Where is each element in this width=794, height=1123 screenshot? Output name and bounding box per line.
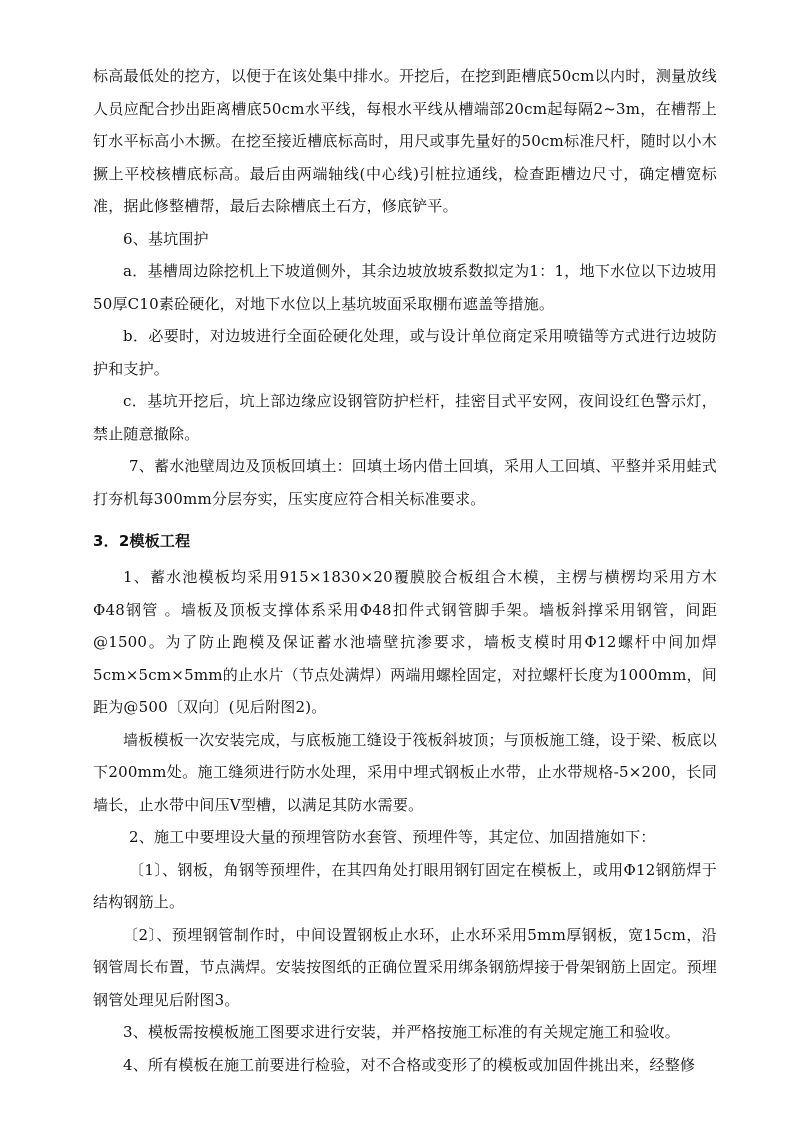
paragraph-excavation: 标高最低处的挖方，以便于在该处集中排水。开挖后，在挖到距槽底50cm以内时，测量放线人员应配合抄出距离槽底50cm水平线，每根水平线从槽端部20cm起每隔2~3m，在槽帮上钉水平标高小木撅。在挖至接近槽底标高时，用尺或事先量好的50cm标准尺杆，随时以小木撅上平校核槽底标高。最后由两端轴线(中心线)引桩拉通线，检查距槽边尺寸，确定槽宽标准，据此修整槽帮，最后去除槽底土石方，修底铲平。: [93, 67, 717, 215]
paragraph-slope-a: a．基槽周边除挖机上下坡道侧外，其余边坡放坡系数拟定为1：1，地下水位以下边坡用50厚C10素砼硬化，对地下水位以上基坑坡面采取棚布遮盖等措施。: [93, 262, 717, 313]
paragraph-backfill: 7、蓄水池壁周边及顶板回填土：回填土场内借土回填，采用人工回填、平整并采用蛙式打夯机每300mm分层夯实，压实度应符合相关标准要求。: [93, 457, 717, 508]
paragraph-formwork-3: 3、模板需按模板施工图要求进行安装，并严格按施工标准的有关规定施工和验收。: [123, 1023, 680, 1041]
paragraph-formwork-4: 4、所有模板在施工前要进行检验，对不合格或变形了的模板或加固件挑出来，经整修: [123, 1055, 696, 1074]
paragraph-formwork-1: 1、蓄水池模板均采用915×1830×20覆膜胶合板组合木模，主楞与横楞均采用方木Φ48钢管 。墙板及顶板支撑体系采用Φ48扣件式钢管脚手架。墙板斜撑采用钢管，间距@1500。为了防止跑模及保证蓄水池墙壁抗渗要求，墙板支模时用Φ12螺杆中间加焊5cm×5cm×5mm的止水片（节点处满焊）两端用螺栓固定，对拉螺杆长度为1000mm，间距为@500〔双向〕(见后附图2)。: [93, 568, 717, 716]
paragraph-slope-c: c．基坑开挖后，坑上部边缘应设钢管防护栏杆，挂密目式平安网，夜间设红色警示灯，禁止随意撤除。: [93, 392, 717, 443]
paragraph-embedded-2: 〔2〕、预埋钢管制作时，中间设置钢板止水环，止水环采用5mm厚钢板，宽15cm，沿钢管周长布置，节点满焊。安装按图纸的正确位置采用绑条钢筋焊接于骨架钢筋上固定。预埋钢管处理见后附图3。: [93, 925, 717, 1009]
paragraph-wall-formwork: 墙板模板一次安装完成，与底板施工缝设于筏板斜坡顶；与顶板施工缝，设于梁、板底以下200mm处。施工缝须进行防水处理，采用中埋式钢板止水带，止水带规格-5×200，长同墙长，止水带中间压V型槽，以满足其防水需要。: [93, 730, 717, 814]
document-body: [93, 60, 717, 1081]
paragraph-embedded-parts: 2、施工中要埋设大量的预埋管防水套管、预埋件等，其定位、加固措施如下：: [129, 828, 656, 846]
paragraph-embedded-1: 〔1〕、钢板，角钢等预埋件，在其四角处打眼用钢钉固定在模板上，或用Φ12钢筋焊于结构钢筋上。: [93, 860, 717, 911]
paragraph-slope-b: b．必要时，对边坡进行全面砼硬化处理，或与设计单位商定采用喷锚等方式进行边坡防护和支护。: [93, 327, 717, 378]
item-heading-pit-protection: 6、基坑围护: [123, 229, 209, 248]
section-heading: 3．2模板工程: [93, 532, 191, 550]
